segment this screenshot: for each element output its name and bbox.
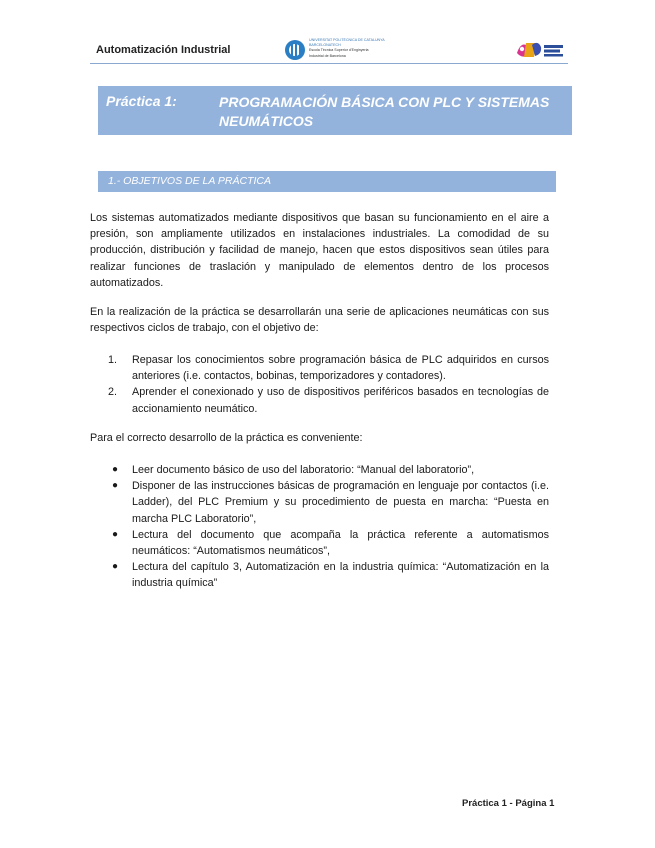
page-footer: Práctica 1 - Página 1: [462, 798, 555, 809]
objective-text: Aprender el conexionado y uso de dispositivos periféricos basados en tecnologías de accionamiento neumático.: [132, 386, 549, 415]
bullet-icon: ●: [112, 480, 119, 492]
recommendation-item: [108, 462, 549, 478]
header-divider: [90, 63, 568, 64]
objective-number: 1.: [108, 354, 118, 366]
upc-logo-text: [309, 38, 404, 59]
recommendation-text: Disponer de las instrucciones básicas de programación en lenguaje por contactos (i.e. Ladder), del PLC Premium y su procedimiento de puesta en marcha: “Puesta en marcha PLC Laboratorio”,: [132, 480, 549, 525]
recommendation-text: Lectura del documento que acompaña la práctica referente a automatismos neumáticos: “Automatismos neumáticos”,: [132, 528, 549, 558]
upc-logo: [285, 38, 405, 64]
practice-number: Práctica 1:: [106, 93, 177, 109]
bullet-icon: ●: [112, 464, 119, 475]
upc-line: Industrial de Barcelona: [309, 53, 346, 58]
bullet-icon: ●: [112, 528, 119, 540]
upc-line: UNIVERSITAT POLITÈCNICA DE CATALUNYA: [309, 38, 385, 42]
practice-title: PROGRAMACIÓN BÁSICA CON PLC Y SISTEMAS NEUMÁTICOS: [219, 94, 550, 129]
objective-intro-paragraph: En la realización de la práctica se desarrollarán una serie de aplicaciones neumáticas con sus respectivos ciclos de trabajo, con el objetivo de:: [90, 306, 549, 335]
recommendation-text: Leer documento básico de uso del laboratorio: “Manual del laboratorio”,: [132, 464, 475, 476]
upc-line: BARCELONATECH: [309, 43, 341, 48]
intro-paragraph: Los sistemas automatizados mediante dispositivos que basan su funcionamiento en el aire a presión, son ampliamente utilizados en instalaciones industriales. La comodidad de su producción, distribución y facilidad de manejo, hacen que estos dispositivos sean útiles para realizar funciones de traslación y manipulado de elementos dentro de los procesos automatizados.: [90, 212, 549, 289]
chemical-engineering-logo-icon: [514, 37, 566, 61]
upc-emblem-icon: [285, 40, 305, 60]
objective-item: [108, 384, 549, 416]
objective-item: [108, 352, 549, 384]
section-heading: 1.- OBJETIVOS DE LA PRÁCTICA: [108, 175, 271, 187]
bullet-icon: ●: [112, 561, 119, 573]
objectives-list: [108, 352, 549, 417]
objective-number: 2.: [108, 386, 118, 399]
recommendation-item: [108, 559, 549, 591]
recommendation-item: [108, 527, 549, 559]
practice-title-banner: [98, 86, 572, 135]
recommendation-item: [108, 478, 549, 527]
recommend-intro-paragraph: Para el correcto desarrollo de la práctica es conveniente:: [90, 432, 363, 444]
header-title: Automatización Industrial: [96, 44, 231, 56]
objective-text: Repasar los conocimientos sobre programación básica de PLC adquiridos en cursos anteriores (i.e. contactos, bobinas, temporizadores y contadores).: [132, 354, 549, 383]
recommendations-list: [108, 462, 549, 592]
section-heading-banner: [98, 171, 556, 192]
upc-line: Escola Tècnica Superior d'Enginyeria: [309, 48, 369, 53]
recommendation-text: Lectura del capítulo 3, Automatización en la industria química: “Automatización en la industria química”: [132, 561, 549, 590]
